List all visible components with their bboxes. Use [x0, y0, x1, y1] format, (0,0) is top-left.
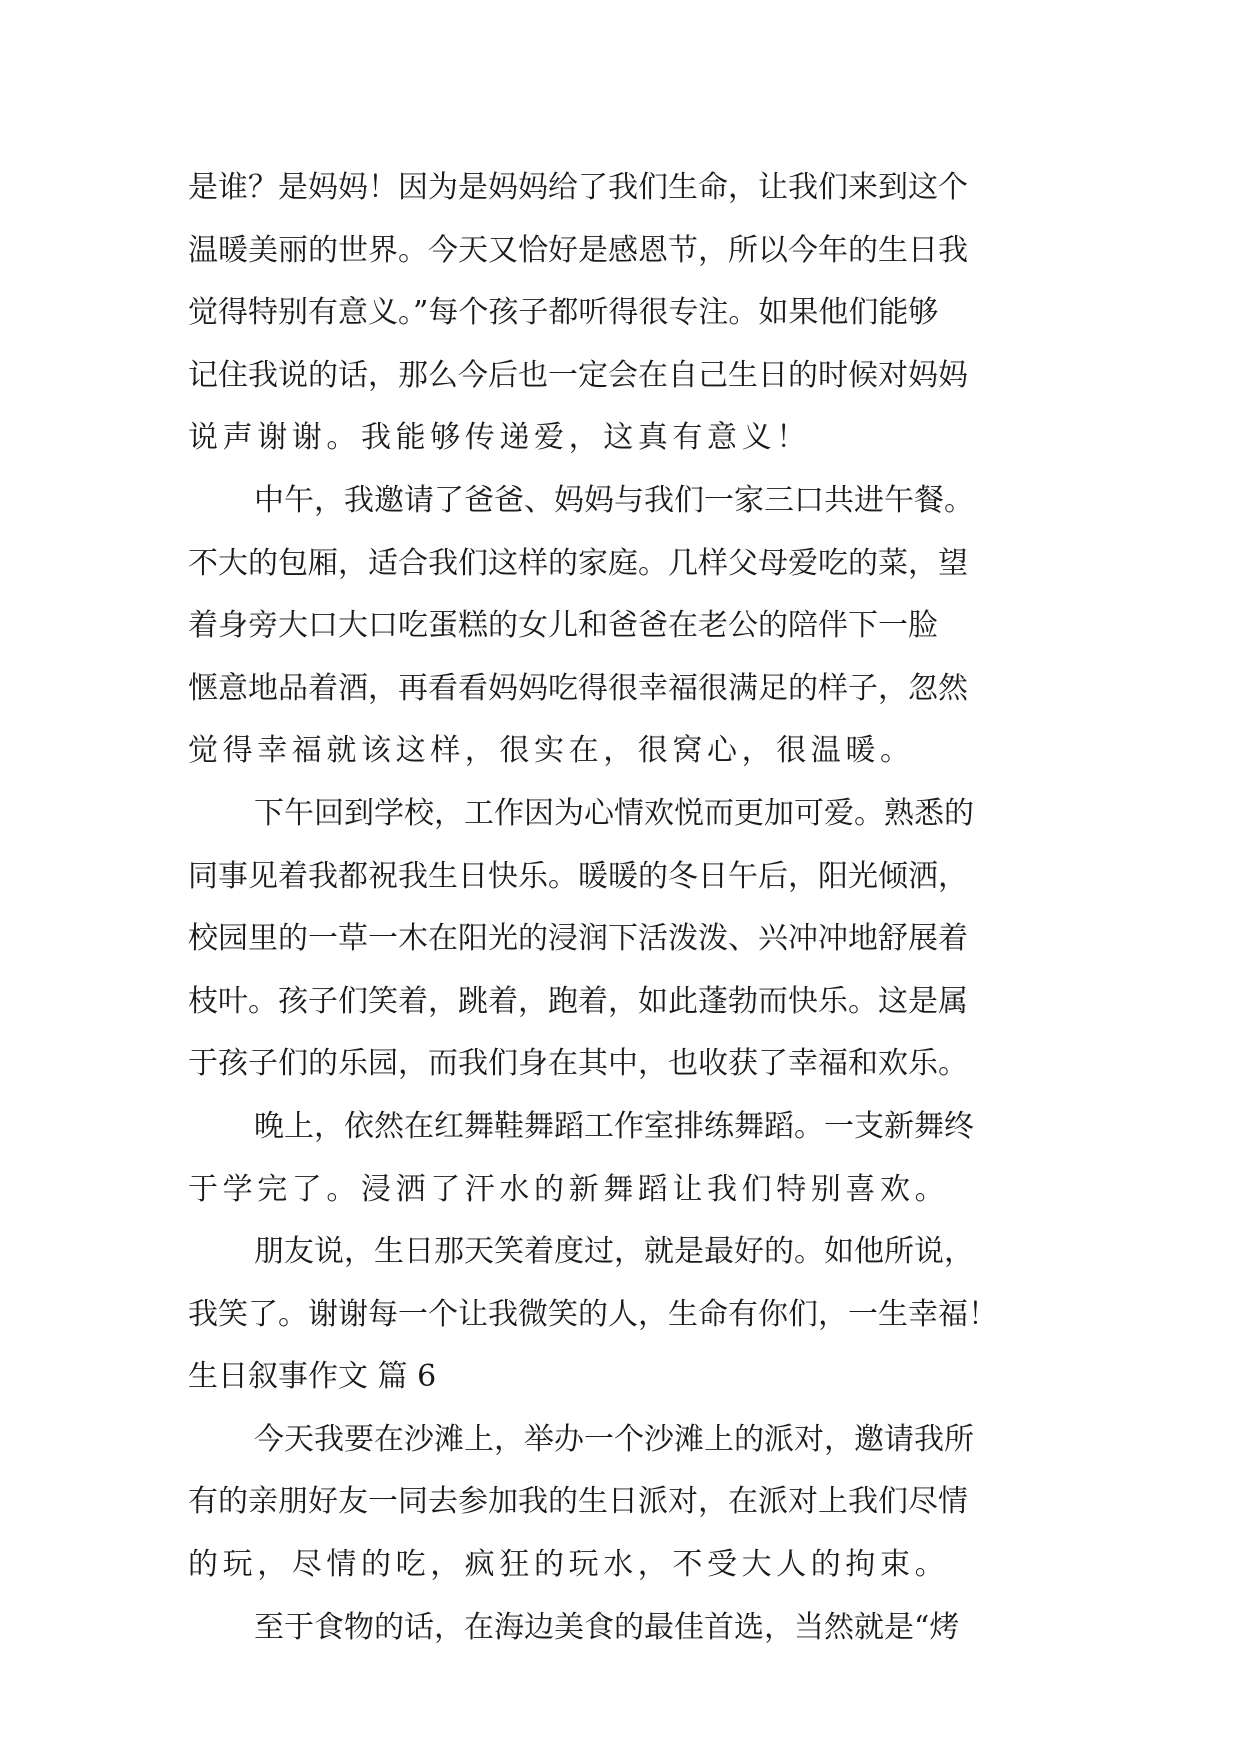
text-line: 不大的包厢，适合我们这样的家庭。几样父母爱吃的菜，望: [188, 545, 968, 581]
text-line: 至于食物的话，在海边美食的最佳首选，当然就是“烤: [254, 1609, 960, 1645]
text-line: 枝叶。孩子们笑着，跳着，跑着，如此蓬勃而快乐。这是属: [188, 983, 968, 1019]
text-line: 于孩子们的乐园，而我们身在其中，也收获了幸福和欢乐。: [188, 1046, 968, 1082]
text-line: 觉得特别有意义。”每个孩子都听得很专注。如果他们能够: [188, 295, 939, 331]
text-line: 下午回到学校，工作因为心情欢悦而更加可爱。熟悉的: [254, 795, 974, 831]
document-body: [188, 157, 1068, 1659]
text-line: 是谁？是妈妈！因为是妈妈给了我们生命，让我们来到这个: [188, 170, 968, 205]
text-line: 晚上，依然在红舞鞋舞蹈工作室排练舞蹈。一支新舞终: [254, 1108, 974, 1144]
text-line: 着身旁大口大口吃蛋糕的女儿和爸爸在老公的陪伴下一脸: [188, 608, 938, 644]
text-line: 校园里的一草一木在阳光的浸润下活泼泼、兴冲冲地舒展着: [188, 921, 968, 957]
text-line: 同事见着我都祝我生日快乐。暖暖的冬日午后，阳光倾洒，: [188, 858, 968, 894]
text-line: 记住我说的话，那么今后也一定会在自己生日的时候对妈妈: [188, 357, 968, 393]
text-line: 有的亲朋好友一同去参加我的生日派对，在派对上我们尽情: [188, 1484, 968, 1520]
text-line: 觉得幸福就该这样，很实在，很窝心，很温暖。: [188, 733, 915, 769]
text-line: 于学完了。浸洒了汗水的新舞蹈让我们特别喜欢。: [188, 1171, 950, 1207]
text-line: 惬意地品着酒，再看看妈妈吃得很幸福很满足的样子，忽然: [188, 670, 968, 706]
text-line: 我笑了。谢谢每一个让我微笑的人，生命有你们，一生幸福！: [188, 1296, 998, 1332]
text-line: 温暖美丽的世界。今天又恰好是感恩节，所以今年的生日我: [188, 232, 968, 268]
section-heading: 生日叙事作文 篇 6: [188, 1359, 437, 1395]
text-line: 今天我要在沙滩上，举办一个沙滩上的派对，邀请我所: [254, 1421, 974, 1457]
text-line: 中午，我邀请了爸爸、妈妈与我们一家三口共进午餐。: [254, 482, 974, 518]
text-line: 朋友说，生日那天笑着度过，就是最好的。如他所说，: [254, 1234, 974, 1270]
text-line: 的玩，尽情的吃，疯狂的玩水，不受大人的拘束。: [188, 1547, 950, 1583]
text-line: 说声谢谢。我能够传递爱，这真有意义！: [188, 420, 811, 456]
